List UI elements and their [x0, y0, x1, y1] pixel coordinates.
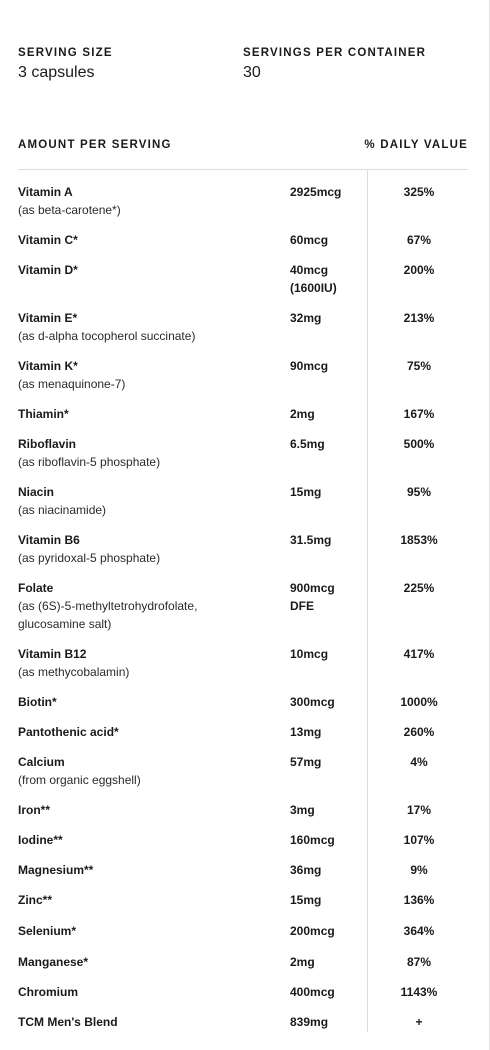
- nutrient-row: [18, 723, 468, 753]
- nutrient-daily-value: 87%: [406, 955, 432, 969]
- nutrient-daily-value: 225%: [403, 581, 435, 595]
- nutrient-daily-value: 213%: [403, 311, 435, 325]
- nutrient-name: Riboflavin: [18, 437, 77, 451]
- nutrient-row: [18, 309, 468, 357]
- daily-value-header: % DAILY VALUE: [364, 139, 468, 151]
- nutrient-amount: 15mg: [290, 485, 322, 499]
- servings-per-container-value: 30: [243, 64, 261, 81]
- nutrient-amount-cell: [290, 922, 370, 940]
- nutrient-name-cell: [18, 405, 273, 423]
- nutrient-daily-value: 325%: [403, 185, 435, 199]
- nutrient-amount-cell: [290, 261, 370, 297]
- serving-size-label: SERVING SIZE: [18, 47, 113, 59]
- nutrient-name: Niacin: [18, 485, 55, 499]
- amount-per-serving-header: AMOUNT PER SERVING: [18, 139, 172, 151]
- nutrient-daily-value: 4%: [410, 755, 428, 769]
- nutrient-table: [18, 183, 468, 1043]
- nutrient-row: [18, 953, 468, 983]
- nutrient-name: Vitamin C*: [18, 233, 78, 247]
- nutrient-amount-unit: DFE: [290, 599, 314, 613]
- nutrient-row: [18, 183, 468, 231]
- nutrient-source: (as (6S)-5-methyltetrohydrofolate,: [18, 599, 198, 613]
- nutrient-row: [18, 861, 468, 891]
- nutrient-source: (from organic eggshell): [18, 773, 141, 787]
- nutrient-row: [18, 261, 468, 309]
- nutrient-amount-cell: [290, 645, 370, 663]
- nutrient-name-cell: [18, 645, 273, 681]
- nutrient-name-cell: [18, 531, 273, 567]
- servings-per-container-label: SERVINGS PER CONTAINER: [243, 47, 427, 59]
- nutrient-name: Vitamin D*: [18, 263, 78, 277]
- nutrient-table-header: [18, 139, 468, 170]
- nutrient-row: [18, 753, 468, 801]
- nutrient-daily-value: 107%: [403, 833, 435, 847]
- nutrient-row: [18, 579, 468, 645]
- nutrient-amount: 10mcg: [290, 647, 329, 661]
- nutrient-name: Thiamin*: [18, 407, 69, 421]
- nutrient-row: [18, 891, 468, 922]
- nutrient-row: [18, 983, 468, 1013]
- nutrient-name-cell: [18, 891, 273, 909]
- nutrient-row: [18, 1013, 468, 1043]
- nutrient-row: [18, 231, 468, 261]
- nutrient-daily-value: 500%: [403, 437, 435, 451]
- nutrient-name-cell: [18, 861, 273, 879]
- nutrient-name: Iodine**: [18, 833, 63, 847]
- nutrient-source: (as pyridoxal-5 phosphate): [18, 551, 161, 565]
- nutrient-amount-cell: [290, 483, 370, 501]
- nutrient-amount: 6.5mg: [290, 437, 325, 451]
- nutrient-name: Calcium: [18, 755, 65, 769]
- serving-size-value: 3 capsules: [18, 64, 95, 81]
- nutrient-name: Biotin*: [18, 695, 57, 709]
- nutrient-amount-cell: [290, 309, 370, 327]
- nutrient-daily-value: 17%: [406, 803, 432, 817]
- nutrient-amount: 36mg: [290, 863, 322, 877]
- nutrient-name: Pantothenic acid*: [18, 725, 119, 739]
- nutrient-name-cell: [18, 357, 273, 393]
- nutrient-amount-cell: [290, 983, 370, 1001]
- serving-info: [18, 47, 472, 82]
- nutrient-source: (as niacinamide): [18, 503, 107, 517]
- nutrient-amount-cell: [290, 531, 370, 549]
- nutrient-name: Selenium*: [18, 924, 77, 938]
- nutrient-amount-cell: [290, 357, 370, 375]
- nutrient-name: Iron**: [18, 803, 51, 817]
- nutrient-daily-value: 9%: [410, 863, 428, 877]
- nutrient-name: Zinc**: [18, 893, 53, 907]
- nutrient-name: TCM Men's Blend: [18, 1015, 118, 1029]
- nutrient-amount-cell: [290, 891, 370, 909]
- nutrient-name-cell: [18, 309, 273, 345]
- nutrient-amount: 13mg: [290, 725, 322, 739]
- nutrient-name-cell: [18, 579, 273, 633]
- nutrient-source-continued: glucosamine salt): [18, 617, 112, 631]
- nutrient-amount: 31.5mg: [290, 533, 332, 547]
- nutrient-row: [18, 801, 468, 831]
- nutrient-amount-cell: [290, 953, 370, 971]
- nutrient-daily-value: 75%: [406, 359, 432, 373]
- nutrient-amount-cell: [290, 231, 370, 249]
- nutrient-source: (as menaquinone-7): [18, 377, 126, 391]
- nutrient-name-cell: [18, 953, 273, 971]
- nutrient-name: Vitamin B12: [18, 647, 87, 661]
- nutrient-amount: 2mg: [290, 955, 315, 969]
- nutrient-amount: 2925mcg: [290, 185, 342, 199]
- nutrient-amount: 40mcg: [290, 263, 329, 277]
- nutrient-row: [18, 531, 468, 579]
- nutrient-row: [18, 831, 468, 861]
- nutrient-row: [18, 483, 468, 531]
- nutrient-amount: 900mcg: [290, 581, 335, 595]
- nutrient-name: Vitamin E*: [18, 311, 78, 325]
- nutrient-amount-cell: [290, 405, 370, 423]
- nutrient-name-cell: [18, 435, 273, 471]
- nutrient-amount: 400mcg: [290, 985, 335, 999]
- nutrient-amount: 839mg: [290, 1015, 329, 1029]
- nutrient-name-cell: [18, 831, 273, 849]
- nutrient-amount-cell: [290, 801, 370, 819]
- nutrient-name-cell: [18, 922, 273, 940]
- nutrient-daily-value: 364%: [403, 924, 435, 938]
- nutrient-amount-cell: [290, 579, 370, 615]
- nutrient-amount-cell: [290, 723, 370, 741]
- nutrient-row: [18, 693, 468, 723]
- nutrient-name-cell: [18, 753, 273, 789]
- nutrient-daily-value: 200%: [403, 263, 435, 277]
- nutrient-daily-value: 1853%: [400, 533, 438, 547]
- nutrient-amount: 90mcg: [290, 359, 329, 373]
- nutrient-row: [18, 922, 468, 953]
- nutrient-amount: 57mg: [290, 755, 322, 769]
- nutrient-name-cell: [18, 983, 273, 1001]
- nutrient-name-cell: [18, 261, 273, 279]
- nutrient-daily-value: 67%: [406, 233, 432, 247]
- nutrient-amount-cell: [290, 861, 370, 879]
- nutrient-row: [18, 405, 468, 435]
- nutrient-name: Magnesium**: [18, 863, 94, 877]
- nutrient-daily-value: 417%: [403, 647, 435, 661]
- nutrient-daily-value: 167%: [403, 407, 435, 421]
- nutrient-name-cell: [18, 483, 273, 519]
- nutrient-name: Folate: [18, 581, 54, 595]
- nutrient-amount: 2mg: [290, 407, 315, 421]
- nutrient-source: (as riboflavin-5 phosphate): [18, 455, 161, 469]
- nutrient-name-cell: [18, 183, 273, 219]
- nutrient-row: [18, 357, 468, 405]
- nutrient-row: [18, 435, 468, 483]
- nutrient-daily-value: 136%: [403, 893, 435, 907]
- nutrient-amount-cell: [290, 753, 370, 771]
- nutrient-name: Manganese*: [18, 955, 89, 969]
- nutrient-name: Chromium: [18, 985, 78, 999]
- nutrient-daily-value: +: [415, 1015, 423, 1029]
- nutrient-amount-cell: [290, 183, 370, 201]
- nutrient-source: (as methycobalamin): [18, 665, 130, 679]
- nutrient-amount-cell: [290, 693, 370, 711]
- nutrient-amount-unit: (1600IU): [290, 281, 337, 295]
- nutrient-source: (as beta-carotene*): [18, 203, 121, 217]
- nutrient-name-cell: [18, 231, 273, 249]
- nutrient-source: (as d-alpha tocopherol succinate): [18, 329, 196, 343]
- nutrient-name: Vitamin K*: [18, 359, 78, 373]
- nutrient-amount: 200mcg: [290, 924, 335, 938]
- nutrient-amount: 160mcg: [290, 833, 335, 847]
- nutrient-amount-cell: [290, 1013, 370, 1031]
- nutrient-name-cell: [18, 723, 273, 741]
- nutrient-amount: 3mg: [290, 803, 315, 817]
- nutrient-amount: 15mg: [290, 893, 322, 907]
- nutrient-daily-value: 1143%: [400, 985, 438, 999]
- nutrient-name-cell: [18, 1013, 273, 1031]
- nutrient-name-cell: [18, 801, 273, 819]
- nutrient-name: Vitamin A: [18, 185, 73, 199]
- serving-size-block: [18, 47, 243, 82]
- nutrient-amount-cell: [290, 831, 370, 849]
- nutrient-name: Vitamin B6: [18, 533, 80, 547]
- nutrient-amount: 60mcg: [290, 233, 329, 247]
- nutrient-daily-value: 260%: [403, 725, 435, 739]
- servings-per-container-block: [243, 47, 468, 82]
- nutrient-daily-value: 1000%: [400, 695, 438, 709]
- nutrient-daily-value: 95%: [406, 485, 432, 499]
- nutrient-amount: 32mg: [290, 311, 322, 325]
- nutrient-amount: 300mcg: [290, 695, 335, 709]
- nutrient-amount-cell: [290, 435, 370, 453]
- nutrient-name-cell: [18, 693, 273, 711]
- nutrient-row: [18, 645, 468, 693]
